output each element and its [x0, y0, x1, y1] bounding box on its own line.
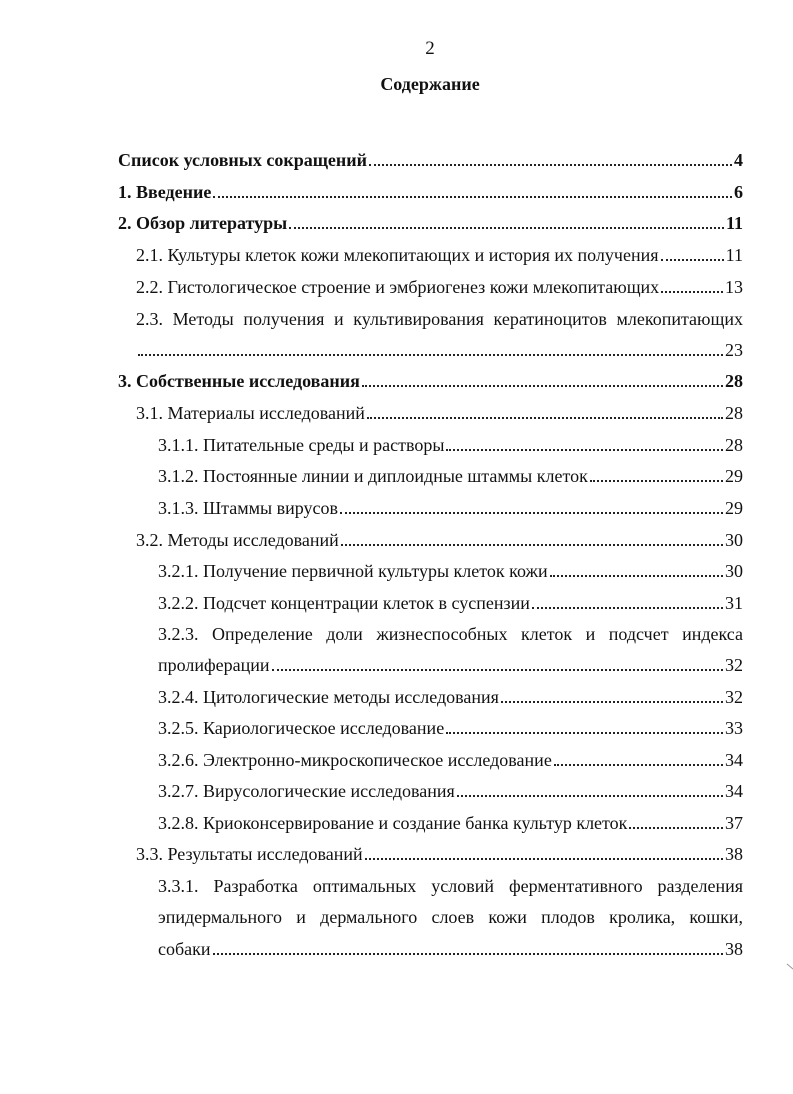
- toc-entry-page: 29: [725, 498, 743, 518]
- toc-entry-page: 6: [734, 182, 743, 202]
- leader-dots: [289, 227, 724, 229]
- toc-entry: [118, 369, 743, 393]
- leader-dots: [446, 449, 723, 451]
- leader-dots: [550, 575, 723, 577]
- toc-entry-page: 23: [725, 340, 743, 360]
- toc-entry: [136, 275, 743, 299]
- leader-dots: [457, 795, 723, 797]
- leader-dots: [213, 196, 732, 198]
- toc-entry-label-line: 3.2.3. Определение доли жизнеспособных клеток и подсчет индекса: [158, 624, 743, 644]
- toc-entry-page: 38: [725, 939, 743, 959]
- toc-entry-label-line: эпидермального и дермального слоев кожи плодов кролика, кошки,: [158, 907, 743, 927]
- toc-entry: [136, 338, 743, 362]
- toc-entry-page: 29: [725, 466, 743, 486]
- leader-dots: [272, 669, 723, 671]
- toc-entry-label: 2.2. Гистологическое строение и эмбриогенез кожи млекопитающих: [136, 277, 660, 297]
- toc-entry: [118, 148, 743, 172]
- toc-entry-label: собаки: [158, 939, 211, 959]
- toc-entry-label: 3.1.3. Штаммы вирусов: [158, 498, 338, 518]
- toc-entry: [136, 401, 743, 425]
- toc-entry-label: 3.3. Результаты исследований: [136, 844, 363, 864]
- toc-entry-label: 3.2.5. Кариологическое исследование: [158, 718, 445, 738]
- leader-dots: [213, 953, 723, 955]
- leader-dots: [341, 544, 723, 546]
- toc-entry-page: 34: [725, 750, 743, 770]
- toc-entry-page: 31: [725, 593, 743, 613]
- toc-entry: [118, 211, 743, 235]
- toc-entry-page: 37: [725, 813, 743, 833]
- toc-entry: [158, 496, 743, 520]
- toc-entry-label: 3.2.2. Подсчет концентрации клеток в суспензии: [158, 593, 530, 613]
- toc-entry-label-line: 2.3. Методы получения и культивирования кератиноцитов млекопитающих: [136, 309, 743, 329]
- toc-entry-label: 2. Обзор литературы: [118, 213, 288, 233]
- leader-dots: [501, 701, 723, 703]
- leader-dots: [367, 417, 723, 419]
- toc-entry-label: пролиферации: [158, 655, 270, 675]
- toc-entry-label: 3.1.1. Питательные среды и растворы: [158, 435, 445, 455]
- toc-entry-label: Список условных сокращений: [118, 150, 368, 170]
- toc-entry: [158, 464, 743, 488]
- toc-entry-label: 3.2.4. Цитологические методы исследования: [158, 687, 499, 707]
- toc-entry-label: 1. Введение: [118, 182, 212, 202]
- toc-entry: [158, 559, 743, 583]
- toc-entry-page: 30: [725, 530, 743, 550]
- toc-entry-label: 3.1.2. Постоянные линии и диплоидные штаммы клеток: [158, 466, 588, 486]
- toc-entry: [158, 653, 743, 677]
- toc-entry-page: 32: [725, 655, 743, 675]
- page-number: 2: [425, 38, 435, 59]
- leader-dots: [138, 354, 723, 356]
- toc-entry: [158, 716, 743, 740]
- leader-dots: [661, 259, 724, 261]
- leader-dots: [369, 164, 732, 166]
- toc-entry-page: 30: [725, 561, 743, 581]
- leader-dots: [629, 827, 723, 829]
- toc-entry-page: 11: [725, 213, 743, 233]
- toc-entry: [158, 748, 743, 772]
- leader-dots: [554, 764, 723, 766]
- toc-entry-label: 2.1. Культуры клеток кожи млекопитающих и история их получения: [136, 245, 659, 265]
- toc-entry-page: 32: [725, 687, 743, 707]
- leader-dots: [532, 607, 723, 609]
- leader-dots: [590, 480, 723, 482]
- leader-dots: [340, 512, 723, 514]
- toc-entry-label: 3.2.1. Получение первичной культуры клеток кожи: [158, 561, 548, 581]
- toc-entry: [158, 779, 743, 803]
- toc-entry-page: 34: [725, 781, 743, 801]
- toc-entry: [158, 811, 743, 835]
- page-title: Содержание: [380, 74, 480, 94]
- toc-entry-label: 3.2.7. Вирусологические исследования: [158, 781, 455, 801]
- toc-entry-page: 28: [725, 435, 743, 455]
- leader-dots: [446, 732, 723, 734]
- toc-entry: [136, 528, 743, 552]
- toc-entry-label: 3. Собственные исследования: [118, 371, 360, 391]
- leader-dots: [661, 291, 723, 293]
- toc-entry: [118, 180, 743, 204]
- leader-dots: [362, 385, 723, 387]
- toc-entry-page: 33: [725, 718, 743, 738]
- toc-entry-page: 28: [725, 403, 743, 423]
- toc-entry-page: 28: [725, 371, 743, 391]
- toc-entry-label: 3.2.6. Электронно-микроскопическое исследование: [158, 750, 552, 770]
- toc-entry-label-line: 3.3.1. Разработка оптимальных условий ферментативного разделения: [158, 876, 743, 896]
- toc-entry-page: 38: [725, 844, 743, 864]
- toc-entry: [158, 937, 743, 961]
- toc-entry-page: 11: [725, 245, 743, 265]
- toc-entry-page: 4: [734, 150, 743, 170]
- toc-entry: [158, 433, 743, 457]
- toc-entry: [136, 842, 743, 866]
- toc-entry-label: 3.1. Материалы исследований: [136, 403, 365, 423]
- leader-dots: [365, 858, 723, 860]
- toc-entry: [158, 591, 743, 615]
- toc-entry-label: 3.2. Методы исследований: [136, 530, 339, 550]
- toc-entry: [136, 243, 743, 267]
- toc-entry-label: 3.2.8. Криоконсервирование и создание банка культур клеток: [158, 813, 628, 833]
- toc-entry-page: 13: [725, 277, 743, 297]
- scan-mark: [787, 964, 793, 970]
- toc-entry: [158, 685, 743, 709]
